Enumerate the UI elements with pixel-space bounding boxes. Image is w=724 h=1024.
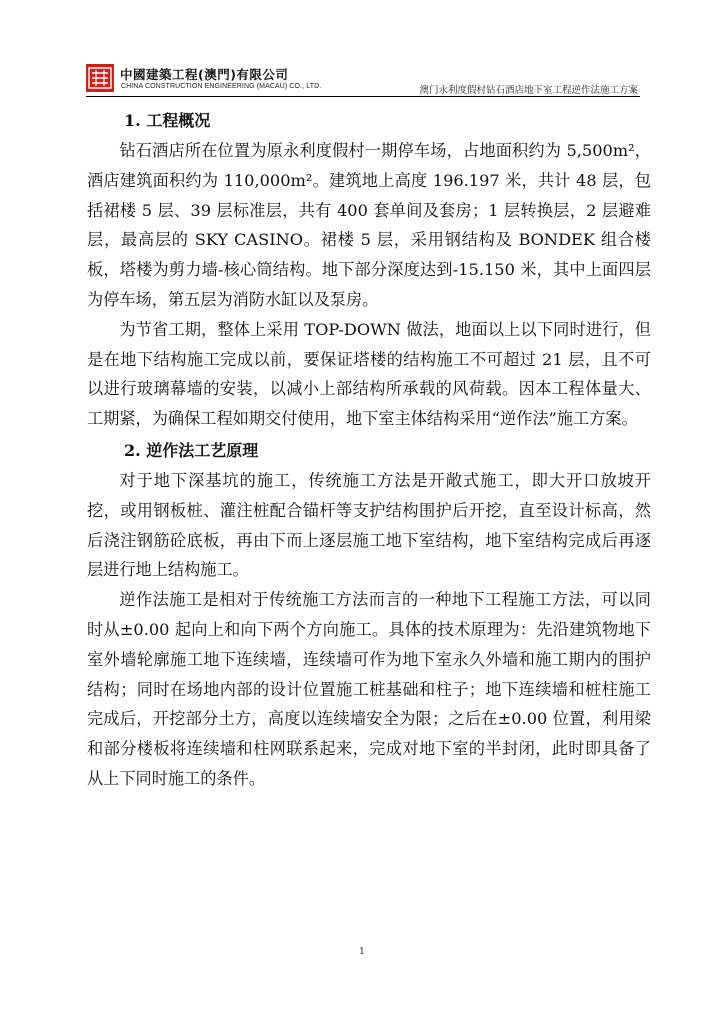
- cscec-logo-icon: [86, 64, 114, 92]
- document-body: [87, 106, 651, 794]
- body-paragraph: 对于地下深基坑的施工，传统施工方法是开敞式施工，即大开口放坡开挖，或用钢板桩、灌注桩配合锚杆等支护结构围护后开挖，直至设计标高，然后浇注钢筋砼底板，再由下而上逐层施工地下室结构，地下室结构完成后再逐层进行地上结构施工。: [87, 470, 651, 580]
- section-heading-project-overview: 1. 工程概况: [124, 111, 211, 130]
- header-divider: [86, 96, 640, 97]
- page-number: 1: [359, 947, 365, 957]
- body-paragraph: 为节省工期，整体上采用 TOP-DOWN 做法，地面以上以下同时进行，但是在地下结构施工完成以前，要保证塔楼的结构施工不可超过 21 层，且不可以进行玻璃幕墙的安装，以减小上部结构所承载的风荷载。因本工程体量大、工期紧，为确保工程如期交付使用，地下室主体结构采用“逆作法”施工方案。: [87, 319, 651, 429]
- document-title: 澳门永利度假村钻石酒店地下室工程逆作法施工方案: [419, 85, 638, 96]
- body-paragraph: 钻石酒店所在位置为原永利度假村一期停车场，占地面积约为 5,500m²，酒店建筑面积约为 110,000m²。建筑地上高度 196.197 米，共计 48 层，包括裙楼 5 层、39 层标准层，共有 400 套单间及套房；1 层转换层，2 层避难层，最高层的 SKY CASINO。裙楼 5 层，采用钢结构及 BONDEK 组合楼板，塔楼为剪力墙-核心筒结构。地下部分深度达到-15.150 米，其中上面四层为停车场，第五层为消防水缸以及泵房。: [87, 141, 651, 309]
- company-name-english: CHINA CONSTRUCTION ENGINEERING (MACAU) CO., LTD.: [121, 83, 322, 90]
- section-heading-topdown-principle: 2. 逆作法工艺原理: [124, 440, 259, 460]
- body-paragraph: 逆作法施工是相对于传统施工方法而言的一种地下工程施工方法，可以同时从±0.00 起向上和向下两个方向施工。具体的技术原理为：先沿建筑物地下室外墙轮廓施工地下连续墙，连续墙可作为地下室永久外墙和施工期内的围护结构；同时在场地内部的设计位置施工桩基础和柱子；地下连续墙和桩柱施工完成后，开挖部分土方，高度以连续墙安全为限；之后在±0.00 位置，利用梁和部分楼板将连续墙和柱网联系起来，完成对地下室的半封闭，此时即具备了从上下同时施工的条件。: [87, 590, 651, 788]
- company-name-chinese: 中國建築工程(澳門)有限公司: [120, 67, 289, 82]
